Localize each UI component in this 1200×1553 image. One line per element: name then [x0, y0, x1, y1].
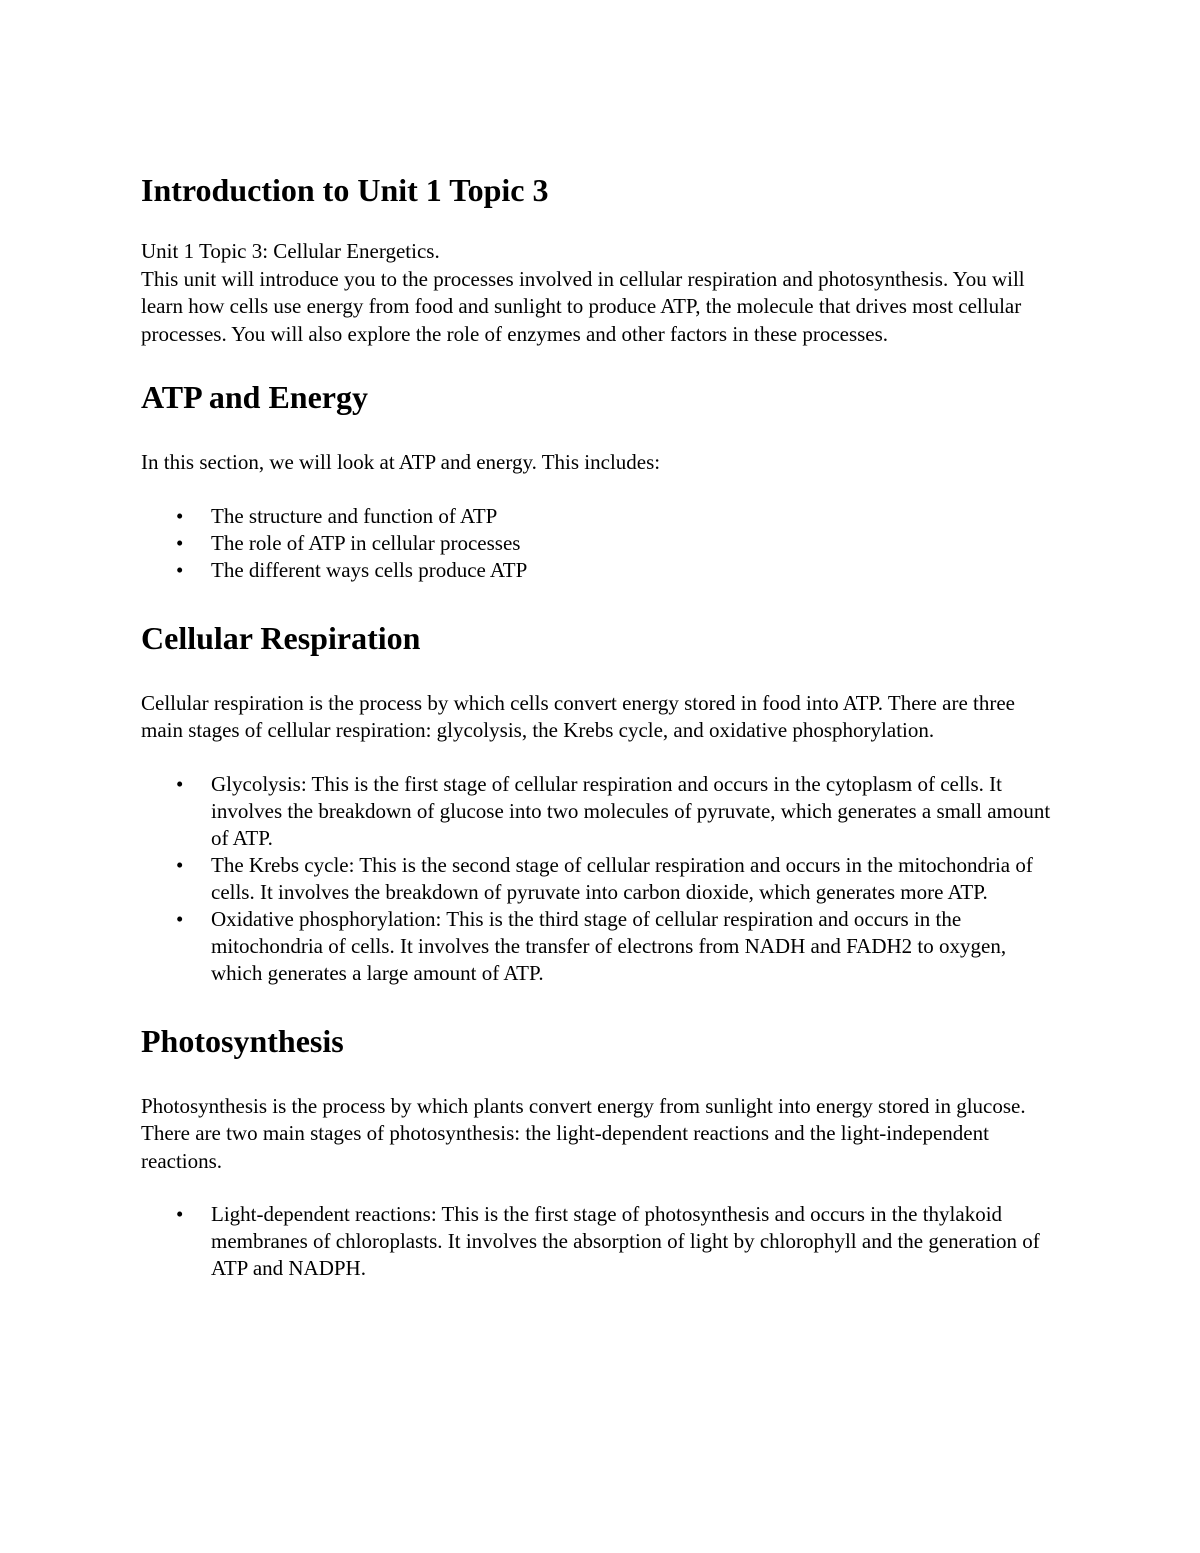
- document-page: [141, 170, 1061, 1282]
- bullet-icon: •: [176, 503, 184, 528]
- bullet-icon: •: [176, 557, 184, 582]
- bullet-icon: •: [176, 530, 184, 555]
- list-item-text: The structure and function of ATP: [211, 503, 498, 528]
- respiration-heading: Cellular Respiration: [141, 619, 421, 656]
- list-item: [141, 771, 1061, 852]
- bullet-icon: •: [176, 771, 184, 796]
- atp-paragraph: In this section, we will look at ATP and energy. This includes:: [141, 450, 661, 474]
- list-item-text: Glycolysis: This is the first stage of cellular respiration and occurs in the cytoplasm of cells. It involves the breakdown of glucose into two molecules of pyruvate, which generates a small amount of ATP.: [211, 771, 1051, 850]
- intro-heading: Introduction to Unit 1 Topic 3: [141, 172, 549, 208]
- list-item-text: Oxidative phosphorylation: This is the third stage of cellular respiration and occurs in the mitochondria of cells. It involves the transfer of electrons from NADH and FADH2 to oxygen, which generates a large amount of ATP.: [211, 906, 1007, 985]
- photosynthesis-bullet-list: [141, 1201, 1061, 1282]
- list-item-text: The Krebs cycle: This is the second stage of cellular respiration and occurs in the mitochondria of cells. It involves the breakdown of pyruvate into carbon dioxide, which generates more ATP.: [211, 852, 1033, 904]
- bullet-icon: •: [176, 906, 184, 931]
- photosynthesis-paragraph: Photosynthesis is the process by which plants convert energy from sunlight into energy stored in glucose. There are two main stages of photosynthesis: the light-dependent reactions and the light-independent reactions.: [141, 1093, 1026, 1173]
- list-item: [141, 852, 1061, 906]
- list-item: [141, 503, 1061, 530]
- atp-heading: ATP and Energy: [141, 379, 368, 415]
- list-item: [141, 557, 1061, 584]
- list-item-text: The different ways cells produce ATP: [211, 557, 528, 582]
- list-item-text: Light-dependent reactions: This is the first stage of photosynthesis and occurs in the thylakoid membranes of chloroplasts. It involves the absorption of light by chlorophyll and the generation of ATP and NADPH.: [211, 1202, 1040, 1280]
- atp-bullet-list: [141, 503, 1061, 584]
- photosynthesis-heading: Photosynthesis: [141, 1022, 344, 1059]
- list-item: [141, 1201, 1061, 1282]
- list-item: [141, 530, 1061, 557]
- respiration-bullet-list: [141, 771, 1061, 987]
- bullet-icon: •: [176, 1202, 184, 1226]
- bullet-icon: •: [176, 852, 184, 877]
- respiration-paragraph: Cellular respiration is the process by which cells convert energy stored in food into ATP. There are three main stages of cellular respiration: glycolysis, the Krebs cycle, and oxidative phosphorylation.: [141, 690, 1015, 742]
- intro-subtitle: Unit 1 Topic 3: Cellular Energetics.: [141, 239, 440, 263]
- intro-paragraph: This unit will introduce you to the processes involved in cellular respiration and photosynthesis. You will learn how cells use energy from food and sunlight to produce ATP, the molecule that drives most cellular processes. You will also explore the role of enzymes and other factors in these processes.: [141, 266, 1025, 346]
- list-item-text: The role of ATP in cellular processes: [211, 530, 521, 555]
- list-item: [141, 906, 1061, 987]
